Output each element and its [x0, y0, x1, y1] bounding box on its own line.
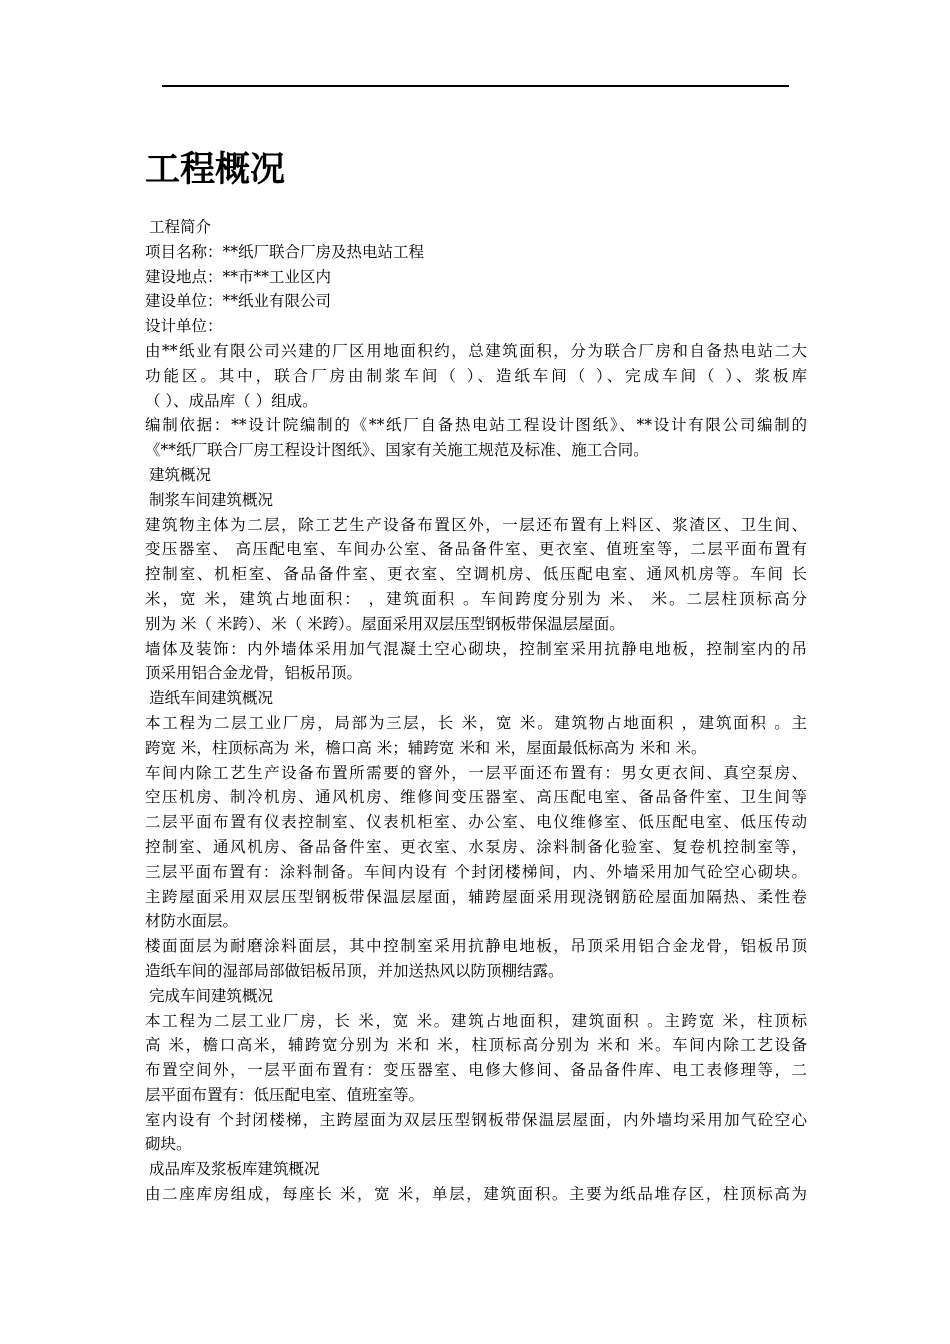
text-line: 由**纸业有限公司兴建的厂区用地面积约，总建筑面积，分为联合厂房和自备热电站二大: [145, 341, 807, 360]
text-line: 高 米，檐口高米，辅跨宽分别为 米和 米，柱顶标高分别为 米和 米。车间内除工艺设备: [145, 1036, 807, 1055]
text-line: 建设单位：**纸业有限公司: [145, 292, 332, 311]
section-heading: 建筑概况: [149, 465, 212, 484]
document-title: 工程概况: [145, 150, 286, 190]
section-heading: 成品库及浆板库建筑概况: [149, 1160, 320, 1179]
section-heading: 完成车间建筑概况: [149, 986, 274, 1005]
text-line: 楼面面层为耐磨涂料面层，其中控制室采用抗静电地板，吊顶采用铝合金龙骨，铝板吊顶: [145, 937, 807, 956]
text-line: 设计单位：: [145, 317, 223, 336]
text-line: 米，宽 米，建筑占地面积： ，建筑面积 。车间跨度分别为 米、 米。二层柱顶标高分: [145, 589, 807, 608]
text-line: 变压器室、 高压配电室、车间办公室、备品备件室、更衣室、值班室等，二层平面布置有: [145, 540, 807, 559]
text-line: 建筑物主体为二层，除工艺生产设备布置区外，一层还布置有上料区、浆渣区、卫生间、: [145, 515, 807, 534]
text-line: 功能区。其中，联合厂房由制浆车间（ ）、造纸车间（ ）、完成车间（ ）、浆板库: [145, 366, 807, 385]
section-heading: 制浆车间建筑概况: [149, 490, 274, 509]
text-line: 建设地点：**市**工业区内: [145, 267, 332, 286]
text-line: 材防水面层。: [145, 912, 239, 931]
text-line: 别为 米（ 米跨）、米（ 米跨）。屋面采用双层压型钢板带保温层屋面。: [145, 614, 625, 633]
document-body: [145, 215, 807, 1207]
text-line: 本工程为二层工业厂房，局部为三层，长 米，宽 米。建筑物占地面积 ，建筑面积 。主: [145, 713, 807, 732]
text-line: 项目名称：**纸厂联合厂房及热电站工程: [145, 242, 425, 261]
text-line: 跨宽 米，柱顶标高为 米，檐口高 米；辅跨宽 米和 米，屋面最低标高为 米和 米。: [145, 738, 707, 757]
text-line: 室内设有 个封闭楼梯，主跨屋面为双层压型钢板带保温层屋面，内外墙均采用加气砼空心: [145, 1110, 807, 1129]
text-line: 砌块。: [145, 1135, 192, 1154]
text-line: 层平面布置有：低压配电室、值班室等。: [145, 1085, 425, 1104]
text-line: 本工程为二层工业厂房，长 米，宽 米。建筑占地面积，建筑面积 。主跨宽 米，柱顶标: [145, 1011, 807, 1030]
text-line: 控制室、机柜室、备品备件室、更衣室、空调机房、低压配电室、通风机房等。车间 长: [145, 565, 807, 584]
text-line: 布置空间外，一层平面布置有：变压器室、电修大修间、备品备件库、电工表修理等，二: [145, 1061, 807, 1080]
text-line: 造纸车间的湿部局部做铝板吊顶，并加送热风以防顶棚结露。: [145, 961, 564, 980]
text-line: 编制依据：**设计院编制的《**纸厂自备热电站工程设计图纸》、**设计有限公司编制的: [145, 416, 807, 435]
section-heading: 造纸车间建筑概况: [149, 689, 274, 708]
text-line: 由二座库房组成，每座长 米，宽 米，单层，建筑面积。主要为纸品堆存区，柱顶标高为: [145, 1185, 807, 1204]
text-line: 《**纸厂联合厂房工程设计图纸》、国家有关施工规范及标准、施工合同。: [145, 441, 649, 460]
text-line: 控制室、通风机房、备品备件室、更衣室、水泵房、涂料制备化验室、复卷机控制室等，: [145, 837, 807, 856]
header-rule: [162, 85, 789, 87]
section-heading: 工程简介: [149, 218, 212, 236]
text-line: 车间内除工艺生产设备布置所需要的窨外，一层平面还布置有：男女更衣间、真空泵房、: [145, 763, 807, 782]
text-line: 顶采用铝合金龙骨，铝板吊顶。: [145, 664, 363, 683]
text-line: 三层平面布置有：涂料制备。车间内设有 个封闭楼梯间，内、外墙采用加气砼空心砌块。: [145, 862, 807, 881]
text-line: 主跨屋面采用双层压型钢板带保温层屋面，辅跨屋面采用现浇钢筋砼屋面加隔热、柔性卷: [145, 887, 807, 906]
text-line: 墙体及装饰：内外墙体采用加气混凝土空心砌块，控制室采用抗静电地板，控制室内的吊: [145, 639, 807, 658]
text-line: 空压机房、制冷机房、通风机房、维修间变压器室、高压配电室、备品备件室、卫生间等: [145, 788, 807, 807]
text-line: 二层平面布置有仪表控制室、仪表机柜室、办公室、电仪维修室、低压配电室、低压传动: [145, 813, 807, 832]
text-line: （ ）、成品库（ ）组成。: [145, 391, 318, 410]
